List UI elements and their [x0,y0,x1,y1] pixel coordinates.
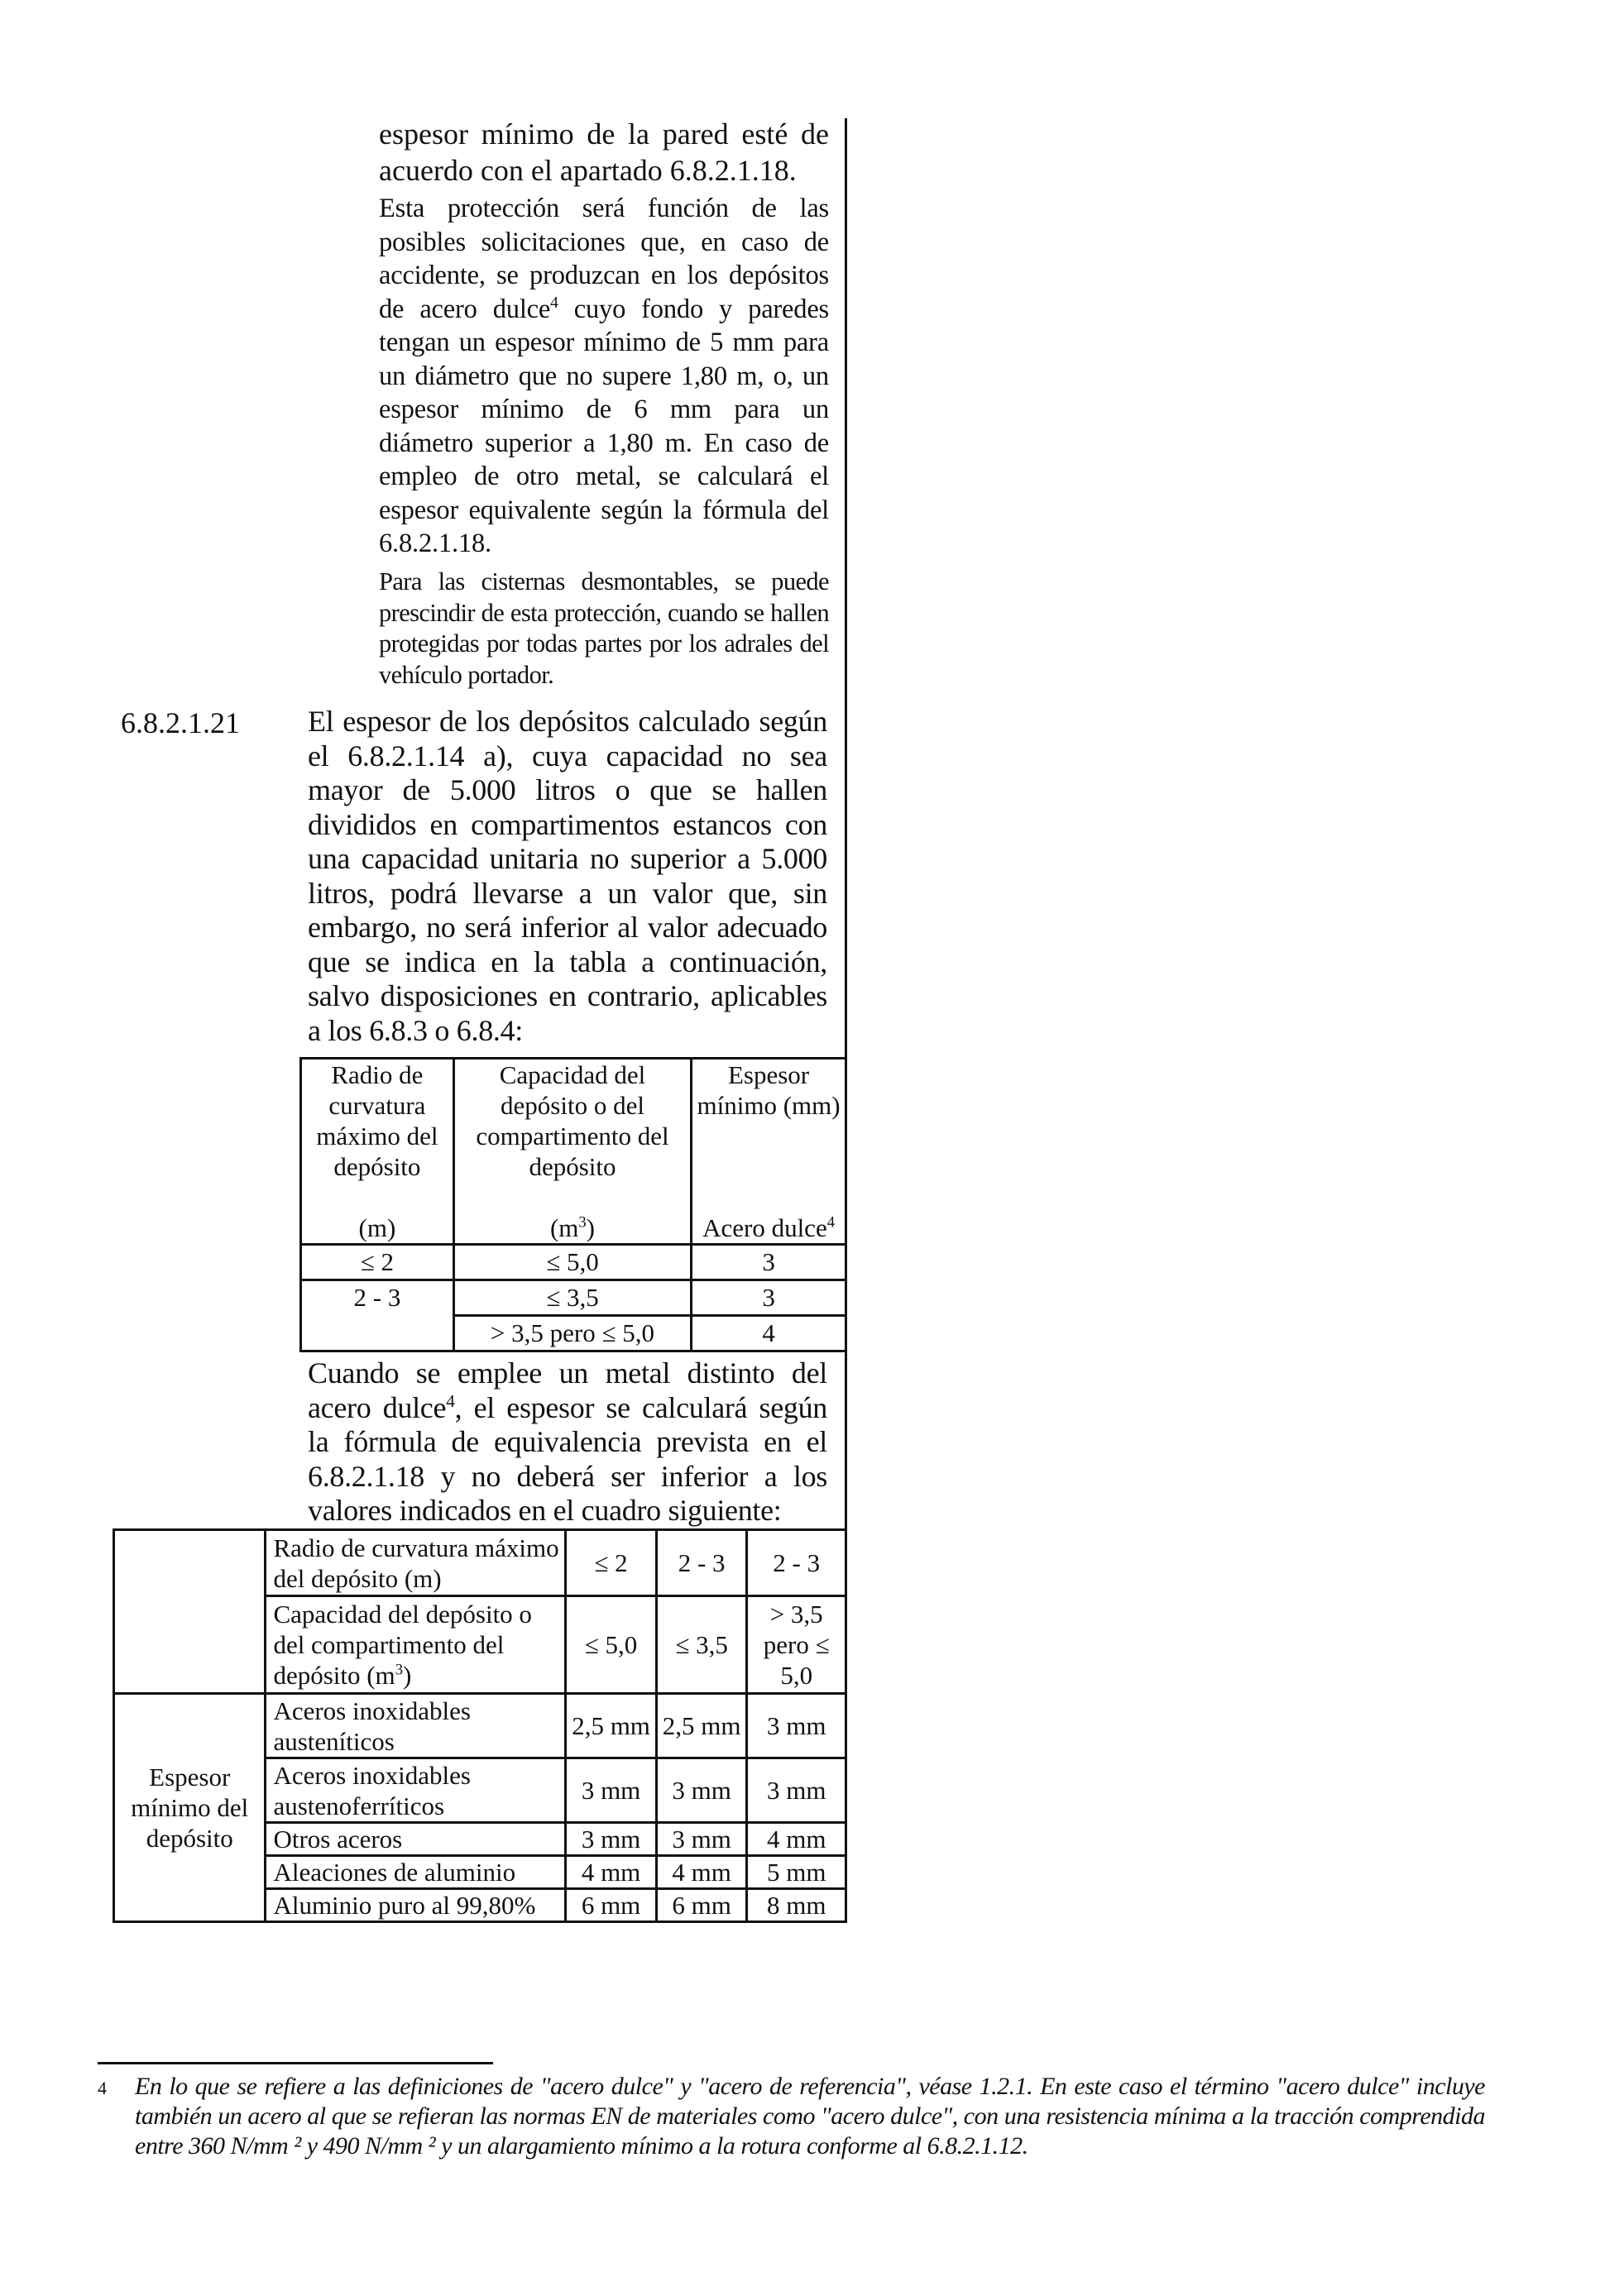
thickness-cell: 3 [692,1280,846,1316]
continuation-paragraph-2: Esta protección será función de las posibles solicitaciones que, en caso de accidente, se produzcan en los depósitos de acero dulce$^4$ cuyo fondo y paredes tengan un espesor mínimo de 5 mm para un diámetro que no supere 1,80 m, o, un espesor mínimo de 6 mm para un diámetro superior a 1,80 m. En caso de empleo de otro metal, se calculará el espesor equivalente según la fórmula del 6.8.2.1.18. [379,194,830,558]
material-name: Aceros inoxidables austenoferríticos [266,1758,566,1823]
radius-value: ≤ 2 [566,1530,657,1596]
thickness-value: 3 mm [566,1758,657,1823]
radius-label: Radio de curvatura máximo del depósito (m) [266,1530,566,1596]
thickness-value: 8 mm [747,1889,846,1922]
capacity-value: ≤ 3,5 [656,1596,747,1694]
table-row [301,1316,846,1351]
table-row [114,1694,846,1758]
capacity-cell: > 3,5 pero ≤ 5,0 [453,1316,691,1351]
thickness-value: 3 mm [656,1823,747,1856]
column-rule-lower [845,1340,847,1528]
radius-cell: ≤ 2 [301,1245,454,1280]
equivalence-paragraph: Cuando se emplee un metal distinto del acero dulce$^4$, el espesor se calculará según la fórmula de equivalencia prevista en el 6.8.2.1.18 y no deberá ser inferior a los valores indicados en el cuadro siguiente: [308,1356,827,1527]
material-name: Aceros inoxidables austeníticos [266,1694,566,1758]
thickness-value: 2,5 mm [656,1694,747,1758]
table-row [301,1280,846,1316]
material-name: Aluminio puro al 99,80% [266,1889,566,1922]
continuation-paragraph-1: espesor mínimo de la pared esté de acuerdo con el apartado 6.8.2.1.18. [379,117,829,187]
minimum-thickness-table [299,1057,847,1352]
header-thickness: Espesor mínimo (mm) Acero dulce$^4$ [692,1059,846,1245]
thickness-cell: 4 [692,1316,846,1351]
thickness-value: 3 mm [566,1823,657,1856]
capacity-value: > 3,5 pero ≤ 5,0 [747,1596,846,1694]
thickness-value: 4 mm [566,1856,657,1889]
table-row [114,1530,846,1596]
capacity-label: Capacidad del depósito o del compartimento del depósito $(m^3)$ [266,1596,566,1694]
thickness-value: 6 mm [566,1889,657,1922]
thickness-value: 3 mm [747,1758,846,1823]
thickness-value: 4 mm [656,1856,747,1889]
thickness-value: 3 mm [747,1694,846,1758]
header-capacity: Capacidad del depósito o del compartimento del depósito $(m^3)$ [453,1059,691,1245]
section-number: 6.8.2.1.21 [121,706,240,739]
thickness-value: 4 mm [747,1823,846,1856]
table-row [301,1245,846,1280]
radius-value: 2 - 3 [747,1530,846,1596]
radius-cell: 2 - 3 [301,1280,454,1316]
capacity-value: ≤ 5,0 [566,1596,657,1694]
section-body: El espesor de los depósitos calculado según el 6.8.2.1.14 a), cuya capacidad no sea mayor de 5.000 litros o que se hallen divididos en compartimentos estancos con una capacidad unitaria no superior a 5.000 litros, podrá llevarse a un valor que, sin embargo, no será inferior al valor adecuado que se indica en la tabla a continuación, salvo disposiciones en contrario, aplicables a los 6.8.3 o 6.8.4: [308,705,827,1047]
thickness-value: 3 mm [656,1758,747,1823]
column-rule [845,118,847,1057]
footnote-mark: 4 [98,2078,107,2098]
empty-corner-cell [114,1530,266,1694]
thickness-value: 2,5 mm [566,1694,657,1758]
thickness-cell: 3 [692,1245,846,1280]
thickness-value: 5 mm [747,1856,846,1889]
footnote-text: En lo que se refiere a las definiciones de "acero dulce" y "acero de referencia", véase 1.2.1. En este caso el término "acero dulce" incluye también un acero al que se refieran las normas EN de materiales como "acero dulce", con una resistencia mínima a la tracción comprendida entre 360 N/mm ² y 490 N/mm ² y un alargamiento mínimo a la rotura conforme al 6.8.2.1.12. [135,2073,1485,2160]
capacity-cell: ≤ 3,5 [453,1280,691,1316]
footnote-rule [98,2062,493,2064]
radius-value: 2 - 3 [656,1530,747,1596]
material-name: Aleaciones de aluminio [266,1856,566,1889]
material-name: Otros aceros [266,1823,566,1856]
thickness-value: 6 mm [656,1889,747,1922]
capacity-cell: ≤ 5,0 [453,1245,691,1280]
continuation-paragraph-3: Para las cisternas desmontables, se puede prescindir de esta protección, cuando se hallen protegidas por todas partes por los adrales del vehículo portador. [379,567,829,689]
radius-cell [301,1316,454,1351]
header-radius: Radio de curvatura máximo del depósito (m) [301,1059,454,1245]
group-label: Espesor mínimo del depósito [114,1694,266,1922]
metal-thickness-table [113,1528,847,1923]
